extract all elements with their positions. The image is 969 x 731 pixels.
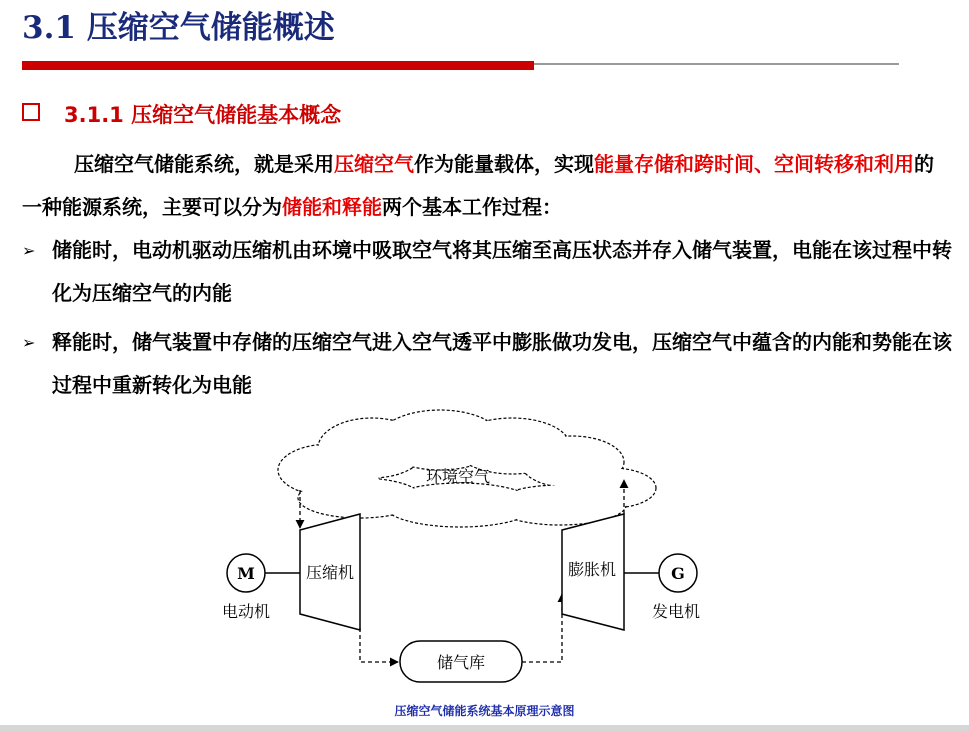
intro-text-3: 的一种能源系统，主要可以分为 — [22, 152, 934, 219]
intro-text-1: 压缩空气储能系统，就是采用 — [74, 152, 334, 176]
generator-symbol: G — [671, 564, 685, 583]
compressor-label: 压缩机 — [305, 563, 355, 582]
bullet-charging-text: 储能时，电动机驱动压缩机由环境中吸取空气将其压缩至高压状态并存入储气装置，电能在该过程中转化为压缩空气的内能 — [52, 238, 952, 305]
intro-highlight-1: 压缩空气 — [334, 152, 414, 176]
bullet-discharging-text: 释能时，储气装置中存储的压缩空气进入空气透平中膨胀做功发电，压缩空气中蕴含的内能和势能在该过程中重新转化为电能 — [52, 330, 952, 397]
storage-label: 储气库 — [436, 653, 486, 672]
generator-label: 发电机 — [651, 602, 701, 621]
motor-symbol: M — [237, 564, 255, 583]
expander-label: 膨胀机 — [567, 560, 617, 579]
page-title: 3.1 压缩空气储能概述 — [22, 10, 335, 46]
arrow-bullet-icon: ➢ — [22, 333, 36, 352]
intro-highlight-2: 能量存储和跨时间、空间转移和利用 — [594, 152, 914, 176]
section-heading-text: 3.1.1 压缩空气储能基本概念 — [64, 103, 342, 127]
diagram-caption: 压缩空气储能系统基本原理示意图 — [394, 704, 575, 718]
intro-highlight-3: 储能和释能 — [282, 195, 382, 219]
cloud-label: 环境空气 — [425, 467, 491, 486]
compressed-air-arrow — [360, 628, 398, 662]
storage-release-arrow — [522, 594, 562, 662]
bottom-bar — [0, 725, 969, 731]
arrow-bullet-icon: ➢ — [22, 241, 36, 260]
motor-label: 电动机 — [221, 602, 271, 621]
intro-text-4: 两个基本工作过程： — [382, 195, 562, 219]
intro-text-2: 作为能量载体，实现 — [414, 152, 594, 176]
